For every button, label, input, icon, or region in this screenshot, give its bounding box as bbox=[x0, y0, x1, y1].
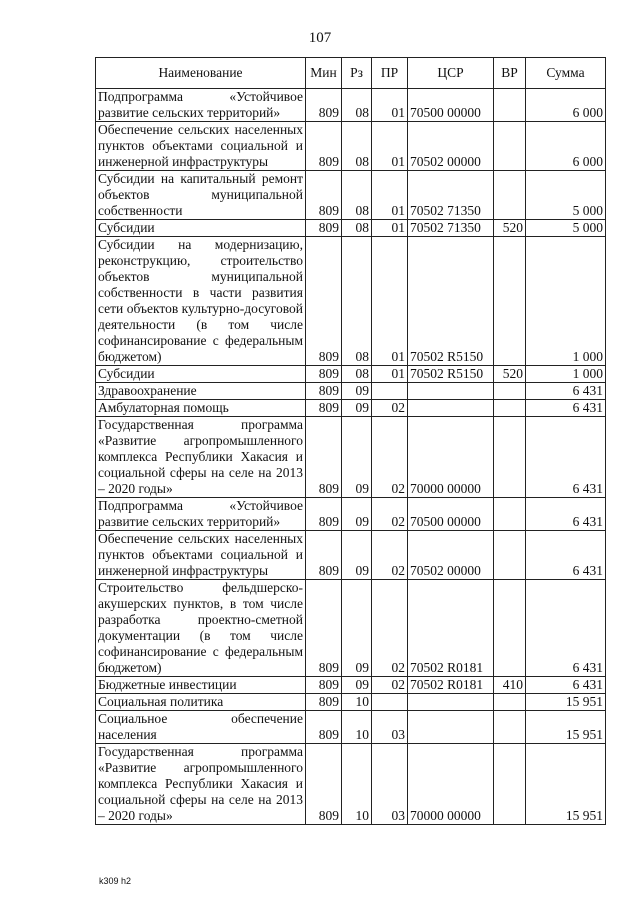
cell-vr bbox=[494, 694, 526, 711]
cell-csr bbox=[408, 694, 494, 711]
cell-vr: 520 bbox=[494, 366, 526, 383]
cell-sum: 6 000 bbox=[526, 89, 606, 122]
cell-name: Подпрограмма «Устойчивое развитие сельских территорий» bbox=[96, 498, 306, 531]
cell-pr: 01 bbox=[372, 220, 408, 237]
cell-vr bbox=[494, 122, 526, 171]
cell-rz: 09 bbox=[342, 677, 372, 694]
cell-name: Обеспечение сельских населенных пунктов объектами социальной и инженерной инфраструктуры bbox=[96, 122, 306, 171]
cell-min: 809 bbox=[306, 171, 342, 220]
cell-name: Субсидии на капитальный ремонт объектов муниципальной собственности bbox=[96, 171, 306, 220]
cell-min: 809 bbox=[306, 711, 342, 744]
page-number: 107 bbox=[308, 30, 332, 46]
cell-csr bbox=[408, 383, 494, 400]
table-row bbox=[96, 171, 606, 220]
cell-rz: 09 bbox=[342, 498, 372, 531]
cell-csr: 70502 R5150 bbox=[408, 237, 494, 366]
cell-vr bbox=[494, 417, 526, 498]
cell-rz: 08 bbox=[342, 220, 372, 237]
table-row bbox=[96, 531, 606, 580]
cell-rz: 10 bbox=[342, 711, 372, 744]
table-header-row bbox=[96, 58, 606, 89]
cell-name: Амбулаторная помощь bbox=[96, 400, 306, 417]
cell-csr: 70502 R0181 bbox=[408, 677, 494, 694]
cell-min: 809 bbox=[306, 237, 342, 366]
cell-sum: 15 951 bbox=[526, 711, 606, 744]
cell-csr: 70000 00000 bbox=[408, 744, 494, 825]
cell-csr: 70502 71350 bbox=[408, 171, 494, 220]
cell-rz: 09 bbox=[342, 531, 372, 580]
cell-min: 809 bbox=[306, 694, 342, 711]
cell-csr bbox=[408, 711, 494, 744]
cell-min: 809 bbox=[306, 383, 342, 400]
table-row bbox=[96, 677, 606, 694]
cell-sum: 6 431 bbox=[526, 580, 606, 677]
header-rz: Рз bbox=[342, 58, 372, 89]
table-row bbox=[96, 383, 606, 400]
table-row bbox=[96, 498, 606, 531]
cell-min: 809 bbox=[306, 220, 342, 237]
cell-name: Государственная программа «Развитие агропромышленного комплекса Республики Хакасия и социальной сферы на селе на 2013 – 2020 годы» bbox=[96, 744, 306, 825]
cell-vr bbox=[494, 498, 526, 531]
table-row bbox=[96, 744, 606, 825]
cell-pr: 03 bbox=[372, 711, 408, 744]
cell-sum: 6 431 bbox=[526, 383, 606, 400]
cell-pr: 01 bbox=[372, 171, 408, 220]
cell-name: Подпрограмма «Устойчивое развитие сельских территорий» bbox=[96, 89, 306, 122]
footer-code: k309 h2 bbox=[99, 876, 132, 886]
cell-pr: 02 bbox=[372, 531, 408, 580]
cell-csr: 70502 R0181 bbox=[408, 580, 494, 677]
table-row bbox=[96, 694, 606, 711]
table-row bbox=[96, 220, 606, 237]
cell-rz: 10 bbox=[342, 744, 372, 825]
cell-pr: 02 bbox=[372, 677, 408, 694]
cell-name: Субсидии bbox=[96, 220, 306, 237]
table-row bbox=[96, 89, 606, 122]
header-vr: ВР bbox=[494, 58, 526, 89]
cell-vr bbox=[494, 400, 526, 417]
cell-rz: 08 bbox=[342, 89, 372, 122]
cell-min: 809 bbox=[306, 498, 342, 531]
cell-min: 809 bbox=[306, 400, 342, 417]
cell-pr: 01 bbox=[372, 366, 408, 383]
cell-sum: 1 000 bbox=[526, 237, 606, 366]
table-row bbox=[96, 580, 606, 677]
cell-pr: 01 bbox=[372, 122, 408, 171]
cell-csr: 70502 00000 bbox=[408, 531, 494, 580]
cell-csr bbox=[408, 400, 494, 417]
cell-vr bbox=[494, 171, 526, 220]
cell-sum: 6 431 bbox=[526, 417, 606, 498]
cell-name: Обеспечение сельских населенных пунктов объектами социальной и инженерной инфраструктуры bbox=[96, 531, 306, 580]
cell-name: Социальное обеспечение населения bbox=[96, 711, 306, 744]
table-row bbox=[96, 400, 606, 417]
cell-pr bbox=[372, 383, 408, 400]
cell-csr: 70502 R5150 bbox=[408, 366, 494, 383]
cell-rz: 09 bbox=[342, 417, 372, 498]
cell-name: Субсидии на модернизацию, реконструкцию, строительство объектов муниципальной собственности в части развития сети объектов культурно-досуговой деятельности (в том числе софинансирование с федеральным бюджетом) bbox=[96, 237, 306, 366]
cell-sum: 15 951 bbox=[526, 744, 606, 825]
cell-csr: 70000 00000 bbox=[408, 417, 494, 498]
cell-min: 809 bbox=[306, 677, 342, 694]
cell-pr bbox=[372, 694, 408, 711]
header-name: Наименование bbox=[96, 58, 306, 89]
cell-name: Государственная программа «Развитие агропромышленного комплекса Республики Хакасия и социальной сферы на селе на 2013 – 2020 годы» bbox=[96, 417, 306, 498]
cell-sum: 5 000 bbox=[526, 220, 606, 237]
table-row bbox=[96, 417, 606, 498]
cell-min: 809 bbox=[306, 580, 342, 677]
header-csr: ЦСР bbox=[408, 58, 494, 89]
cell-sum: 6 000 bbox=[526, 122, 606, 171]
cell-min: 809 bbox=[306, 366, 342, 383]
cell-rz: 09 bbox=[342, 383, 372, 400]
cell-min: 809 bbox=[306, 417, 342, 498]
header-min: Мин bbox=[306, 58, 342, 89]
table-row bbox=[96, 366, 606, 383]
cell-csr: 70502 71350 bbox=[408, 220, 494, 237]
cell-vr bbox=[494, 237, 526, 366]
cell-min: 809 bbox=[306, 531, 342, 580]
cell-rz: 08 bbox=[342, 122, 372, 171]
cell-sum: 1 000 bbox=[526, 366, 606, 383]
cell-vr bbox=[494, 580, 526, 677]
cell-sum: 6 431 bbox=[526, 400, 606, 417]
cell-vr: 410 bbox=[494, 677, 526, 694]
budget-table bbox=[95, 57, 606, 825]
cell-rz: 10 bbox=[342, 694, 372, 711]
cell-pr: 02 bbox=[372, 498, 408, 531]
cell-rz: 08 bbox=[342, 237, 372, 366]
cell-sum: 6 431 bbox=[526, 677, 606, 694]
table-row bbox=[96, 122, 606, 171]
cell-min: 809 bbox=[306, 122, 342, 171]
cell-min: 809 bbox=[306, 89, 342, 122]
cell-name: Субсидии bbox=[96, 366, 306, 383]
cell-sum: 6 431 bbox=[526, 498, 606, 531]
table-row bbox=[96, 711, 606, 744]
cell-vr: 520 bbox=[494, 220, 526, 237]
table-row bbox=[96, 237, 606, 366]
cell-name: Здравоохранение bbox=[96, 383, 306, 400]
cell-csr: 70502 00000 bbox=[408, 122, 494, 171]
cell-rz: 08 bbox=[342, 171, 372, 220]
cell-rz: 09 bbox=[342, 580, 372, 677]
cell-vr bbox=[494, 89, 526, 122]
cell-vr bbox=[494, 531, 526, 580]
cell-vr bbox=[494, 744, 526, 825]
cell-pr: 02 bbox=[372, 417, 408, 498]
cell-sum: 15 951 bbox=[526, 694, 606, 711]
cell-csr: 70500 00000 bbox=[408, 498, 494, 531]
cell-pr: 01 bbox=[372, 89, 408, 122]
cell-name: Бюджетные инвестиции bbox=[96, 677, 306, 694]
cell-rz: 09 bbox=[342, 400, 372, 417]
cell-min: 809 bbox=[306, 744, 342, 825]
cell-sum: 6 431 bbox=[526, 531, 606, 580]
cell-name: Социальная политика bbox=[96, 694, 306, 711]
cell-pr: 02 bbox=[372, 580, 408, 677]
cell-csr: 70500 00000 bbox=[408, 89, 494, 122]
cell-pr: 03 bbox=[372, 744, 408, 825]
cell-rz: 08 bbox=[342, 366, 372, 383]
header-pr: ПР bbox=[372, 58, 408, 89]
cell-vr bbox=[494, 383, 526, 400]
table-body bbox=[96, 89, 606, 825]
cell-sum: 5 000 bbox=[526, 171, 606, 220]
cell-name: Строительство фельдшерско-акушерских пунктов, в том числе разработка проектно-сметной документации (в том числе софинансирование с федеральным бюджетом) bbox=[96, 580, 306, 677]
cell-pr: 01 bbox=[372, 237, 408, 366]
cell-vr bbox=[494, 711, 526, 744]
header-sum: Сумма bbox=[526, 58, 606, 89]
cell-pr: 02 bbox=[372, 400, 408, 417]
